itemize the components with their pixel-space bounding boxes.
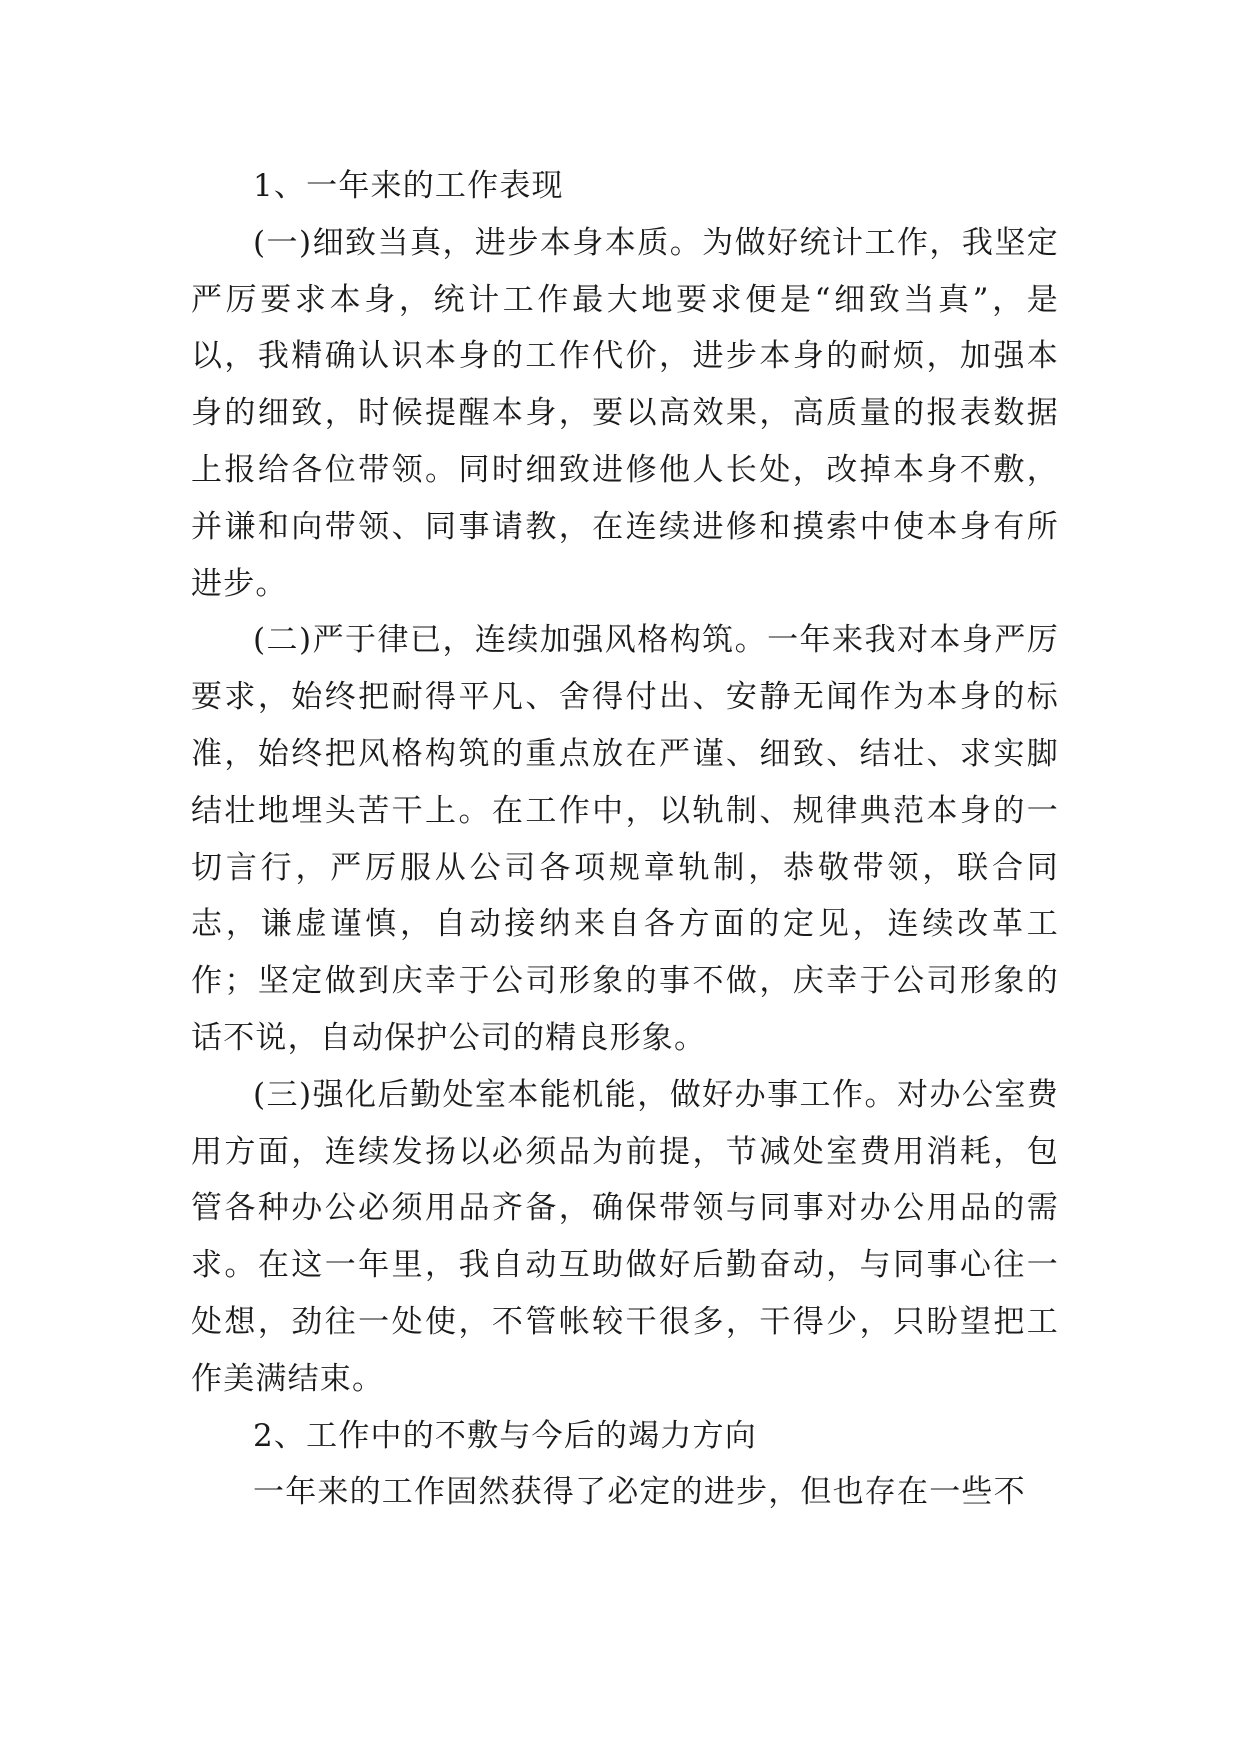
- paragraph-self-discipline: (二)严于律已，连续加强风格构筑。一年来我对本身严厉要求，始终把耐得平凡、舍得付出、安静无闻作为本身的标准，始终把风格构筑的重点放在严谨、细致、结壮、求实脚结壮地埋头苦干上。在工作中，以轨制、规律典范本身的一切言行，严厉服从公司各项规章轨制，恭敬带领，联合同志，谦虚谨慎，自动接纳来自各方面的定见，连续改革工作；坚定做到庆幸于公司形象的事不做，庆幸于公司形象的话不说，自动保护公司的精良形象。: [191, 622, 1059, 1056]
- paragraph-careful-and-serious: (一)细致当真，进步本身本质。为做好统计工作，我坚定严厉要求本身，统计工作最大地要求便是“细致当真”，是以，我精确认识本身的工作代价，进步本身的耐烦，加强本身的细致，时候提醒本身，要以高效果，高质量的报表数据上报给各位带领。同时细致进修他人长处，改掉本身不敷，并谦和向带领、同事请教，在连续进修和摸索中使本身有所进步。: [191, 224, 1059, 602]
- section-heading-shortcomings: 2、工作中的不敷与今后的竭力方向: [253, 1417, 757, 1454]
- paragraph-logistics-office: (三)强化后勤处室本能机能，做好办事工作。对办公室费用方面，连续发扬以必须品为前提，节减处室费用消耗，包管各种办公必须用品齐备，确保带领与同事对办公用品的需求。在这一年里，我自动互助做好后勤奋动，与同事心往一处想，劲往一处使，不管帐较干很多，干得少，只盼望把工作美满结束。: [191, 1076, 1059, 1397]
- paragraph-shortcomings-intro: 一年来的工作固然获得了必定的进步，但也存在一些不: [253, 1474, 1026, 1511]
- document-body: [191, 158, 1059, 1521]
- section-heading-work-performance: 1、一年来的工作表现: [253, 168, 564, 204]
